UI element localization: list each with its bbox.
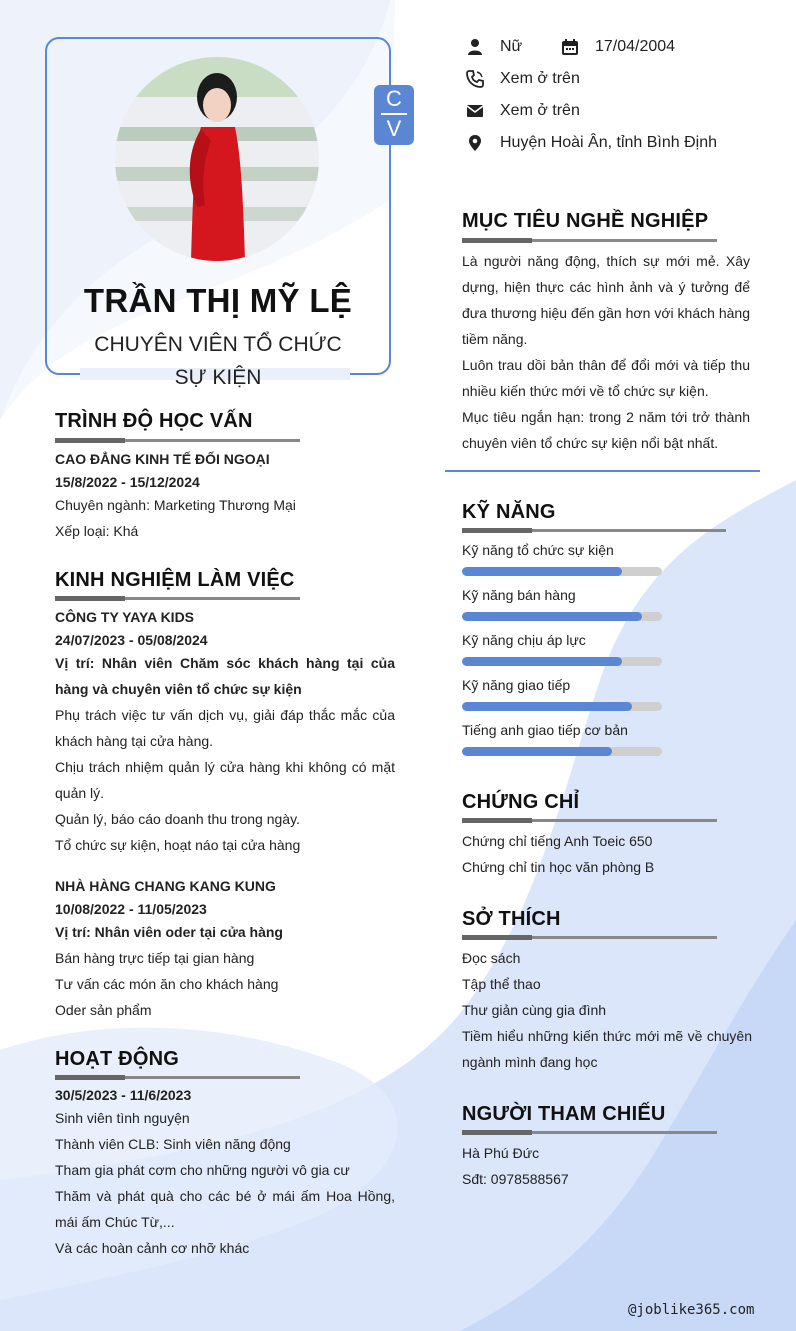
activities-title: HOẠT ĐỘNG [55,1048,180,1070]
gender-text: Nữ [500,38,523,55]
skill-bar-fill [462,567,622,576]
job-2-duty-1: Bán hàng trực tiếp tại gian hàng [55,950,255,966]
education-section [55,446,395,544]
cv-badge [374,85,414,145]
skill-bar [462,747,662,756]
job-1-duty-4: Tổ chức sự kiện, hoạt náo tại cửa hàng [55,837,301,853]
references-title: NGƯỜI THAM CHIẾU [462,1103,666,1125]
job-title-line-1: CHUYÊN VIÊN TỔ CHỨC [94,333,342,356]
education-dates: 15/8/2022 - 15/12/2024 [55,474,200,490]
activity-5: Và các hoàn cảnh cơ nhỡ khác [55,1240,250,1256]
job-1-company: CÔNG TY YAYA KIDS [55,609,195,625]
skill-item [462,677,722,722]
hobbies-title: SỞ THÍCH [462,908,561,930]
candidate-name: TRẦN THỊ MỸ LỆ [83,282,353,319]
hobby-4: Tiềm hiểu những kiến thức mới mẽ về chuyên ngành mình đang học [462,1028,752,1070]
skills-list [462,542,722,767]
activities-dates: 30/5/2023 - 11/6/2023 [55,1087,192,1103]
activity-4: Thăm và phát quà cho các bé ở mái ấm Hoa Hồng, mái ấm Chúc Từ,... [55,1188,395,1230]
reference-phone: Sđt: 0978588567 [462,1171,569,1187]
person-icon [466,38,484,56]
skill-item [462,632,722,677]
job-2-duty-2: Tư vấn các món ăn cho khách hàng [55,976,279,992]
activities-section [55,1085,395,1261]
contact-address [466,134,717,152]
cv-badge-letter-c: C [386,86,402,111]
objective-paragraph-3: Mục tiêu ngắn hạn: trong 2 năm tới trở thành chuyên viên tổ chức sự kiện nổi bật nhất. [462,409,750,451]
skill-label: Kỹ năng chịu áp lực [462,632,586,648]
job-1-position: Vị trí: Nhân viên Chăm sóc khách hàng tại của hàng và chuyên viên tổ chức sự kiện [55,655,395,697]
skill-bar-fill [462,747,612,756]
skill-item [462,722,722,767]
reference-name: Hà Phú Đức [462,1145,540,1161]
calendar-icon [561,38,579,56]
references-underline [462,1131,717,1134]
skill-bar [462,702,662,711]
phone-icon [466,70,484,88]
hobby-2: Tập thể thao [462,976,541,992]
job-1-duty-3: Quản lý, báo cáo doanh thu trong ngày. [55,811,300,827]
envelope-icon [466,102,484,120]
skill-bar-fill [462,702,632,711]
skill-label: Kỹ năng giao tiếp [462,677,571,693]
job-1-duty-2: Chịu trách nhiệm quản lý cửa hàng khi không có mặt quản lý. [55,759,395,801]
job-entry-2 [55,873,395,1023]
skill-item [462,587,722,632]
job-2-dates: 10/08/2022 - 11/05/2023 [55,901,207,917]
certificate-2: Chứng chỉ tin học văn phòng B [462,859,655,875]
job-title-line-2: SỰ KIỆN [174,366,262,389]
skill-item [462,542,722,587]
skill-label: Kỹ năng bán hàng [462,587,576,603]
contact-birthday [561,38,675,56]
phone-text: Xem ở trên [500,70,580,87]
job-2-company: NHÀ HÀNG CHANG KANG KUNG [55,878,276,894]
objective-paragraph-1: Là người năng động, thích sự mới mẻ. Xây dựng, hiện thực các hình ảnh và ý tưởng để đưa thương hiệu đến gần hơn với khách hàng tiềm năng. [462,253,750,347]
skill-bar [462,567,662,576]
objective-paragraph-2: Luôn trau dồi bản thân để đổi mới và tiếp thu nhiều kiến thức mới về tổ chức sự kiện. [462,357,750,399]
skill-bar [462,657,662,666]
hobby-3: Thư giản cùng gia đình [462,1002,607,1018]
skill-bar-fill [462,612,642,621]
objective-title: MỤC TIÊU NGHỀ NGHIỆP [462,210,709,232]
hobbies-section [462,945,752,1075]
birthday-text: 17/04/2004 [595,38,676,55]
contact-email [466,102,580,120]
contact-gender [466,38,522,56]
location-pin-icon [466,134,484,152]
certificate-1: Chứng chỉ tiếng Anh Toeic 650 [462,833,653,849]
activities-underline [55,1076,300,1079]
skill-bar-fill [462,657,622,666]
education-major: Chuyên ngành: Marketing Thương Mại [55,497,296,513]
objective-section [462,248,750,456]
skill-label: Kỹ năng tổ chức sự kiện [462,542,614,558]
experience-title: KINH NGHIỆM LÀM VIỆC [55,569,295,591]
education-school: CAO ĐẲNG KINH TẾ ĐỐI NGOẠI [55,451,270,467]
email-text: Xem ở trên [500,102,580,119]
references-section [462,1140,752,1192]
address-text: Huyện Hoài Ân, tỉnh Bình Định [500,134,718,151]
profile-photo [115,57,319,261]
education-rank: Xếp loại: Khá [55,523,139,539]
skills-underline [462,529,726,532]
job-2-duty-3: Oder sản phẩm [55,1002,152,1018]
certificates-underline [462,819,717,822]
job-entry-1 [55,604,395,858]
education-underline [55,439,300,442]
activity-2: Thành viên CLB: Sinh viên năng động [55,1136,291,1152]
certificates-section [462,828,752,880]
section-divider [445,470,760,472]
education-title: TRÌNH ĐỘ HỌC VẤN [55,410,253,432]
skills-title: KỸ NĂNG [462,501,556,523]
certificates-title: CHỨNG CHỈ [462,791,580,813]
activity-3: Tham gia phát cơm cho những người vô gia cư [55,1162,350,1178]
objective-underline [462,239,717,242]
watermark: @joblike365.com [628,1302,755,1318]
job-2-position: Vị trí: Nhân viên oder tại cửa hàng [55,924,283,940]
cv-badge-letter-v: V [386,116,402,141]
job-1-duty-1: Phụ trách việc tư vấn dịch vụ, giải đáp thắc mắc của khách hàng tại cửa hàng. [55,707,395,749]
experience-underline [55,597,300,600]
contact-phone [466,70,580,88]
skill-bar [462,612,662,621]
job-title [70,328,366,394]
job-1-dates: 24/07/2023 - 05/08/2024 [55,632,208,648]
hobbies-underline [462,936,717,939]
activity-1: Sinh viên tình nguyện [55,1110,190,1126]
skill-label: Tiếng anh giao tiếp cơ bản [462,722,628,738]
hobby-1: Đọc sách [462,950,521,966]
